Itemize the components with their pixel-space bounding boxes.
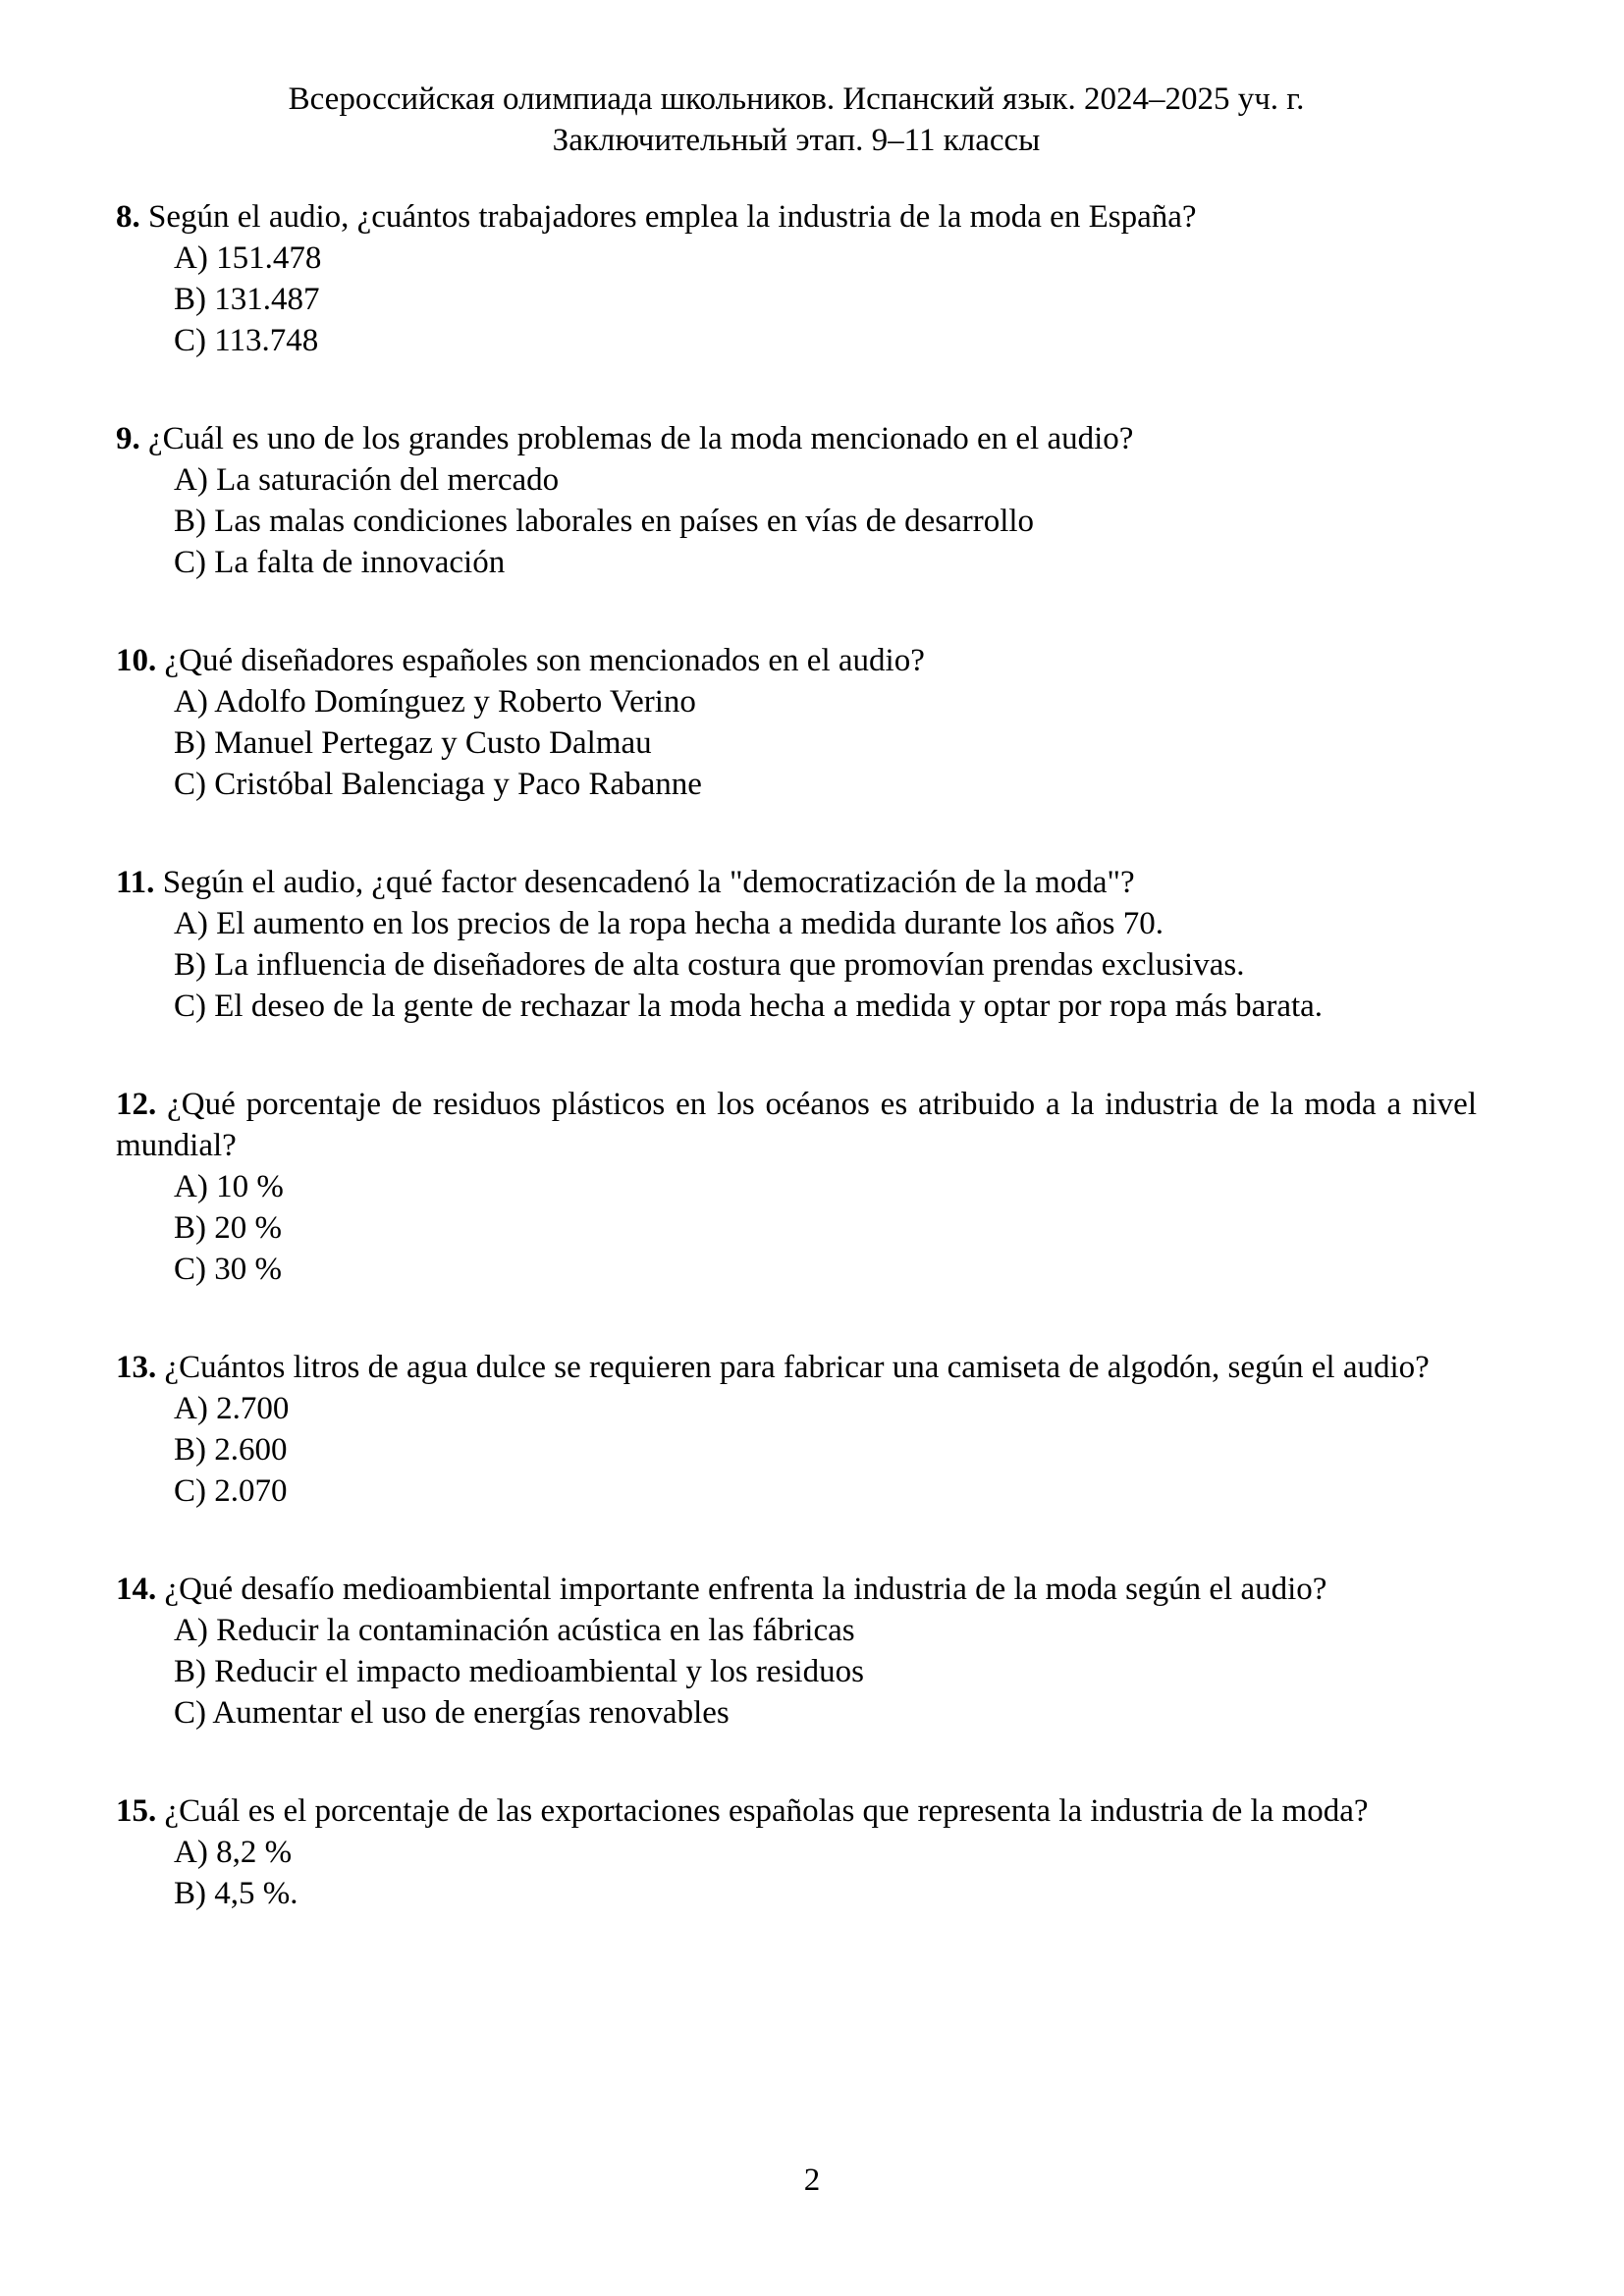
option-a: A) 10 % [174, 1169, 284, 1204]
question-body: ¿Cuál es uno de los grandes problemas de la moda mencionado en el audio? [148, 421, 1134, 456]
option-a: A) 151.478 [174, 240, 322, 276]
header-title-line1: Всероссийская олимпиада школьников. Испанский язык. 2024–2025 уч. г. [288, 81, 1305, 117]
question-body: Según el audio, ¿cuántos trabajadores emplea la industria de la moda en España? [148, 199, 1197, 235]
question-text [116, 196, 1477, 238]
question-number: 11. [116, 865, 155, 900]
question-body: ¿Cuántos litros de agua dulce se requieren para fabricar una camiseta de algodón, según el audio? [164, 1350, 1430, 1385]
question-number: 8. [116, 199, 140, 235]
option-b: B) 131.487 [174, 282, 320, 317]
option-b: B) 4,5 %. [174, 1876, 298, 1911]
question-10 [116, 640, 1477, 805]
option-b: B) Las malas condiciones laborales en países en vías de desarrollo [174, 504, 1035, 539]
option-c: C) 113.748 [174, 323, 319, 358]
question-text [116, 1084, 1477, 1166]
question-9 [116, 418, 1477, 583]
option-b: B) Reducir el impacto medioambiental y los residuos [174, 1654, 864, 1689]
option-b: B) La influencia de diseñadores de alta costura que promovían prendas exclusivas. [174, 947, 1245, 983]
question-12 [116, 1084, 1477, 1290]
question-15 [116, 1790, 1477, 1914]
option-a: A) La saturación del mercado [174, 462, 560, 498]
document-header [116, 79, 1477, 161]
question-text [116, 1569, 1477, 1610]
option-c: C) Cristóbal Balenciaga y Paco Rabanne [174, 767, 702, 802]
option-c: C) El deseo de la gente de rechazar la moda hecha a medida y optar por ropa más barata. [174, 988, 1324, 1024]
option-c: C) La falta de innovación [174, 545, 506, 580]
question-text [116, 418, 1477, 459]
question-number: 13. [116, 1350, 157, 1385]
question-number: 14. [116, 1572, 157, 1607]
option-a: A) Adolfo Domínguez y Roberto Verino [174, 684, 696, 720]
header-title-line2: Заключительный этап. 9–11 классы [552, 123, 1041, 158]
question-body: ¿Qué porcentaje de residuos plásticos en los océanos es atribuido a la industria de la moda a nivel mundial? [116, 1087, 1477, 1163]
question-13 [116, 1347, 1477, 1512]
question-text [116, 1347, 1477, 1388]
option-b: B) 2.600 [174, 1432, 288, 1468]
question-8 [116, 196, 1477, 361]
option-c: C) Aumentar el uso de energías renovables [174, 1695, 730, 1731]
option-b: B) 20 % [174, 1210, 282, 1246]
question-number: 9. [116, 421, 140, 456]
question-body: ¿Qué desafío medioambiental importante enfrenta la industria de la moda según el audio? [164, 1572, 1327, 1607]
option-a: A) El aumento en los precios de la ropa hecha a medida durante los años 70. [174, 906, 1164, 941]
question-text [116, 862, 1477, 903]
question-text [116, 640, 1477, 681]
option-c: C) 2.070 [174, 1473, 288, 1509]
page-number: 2 [803, 2163, 821, 2198]
question-number: 10. [116, 643, 157, 678]
option-a: A) 8,2 % [174, 1835, 293, 1870]
option-c: C) 30 % [174, 1252, 282, 1287]
option-a: A) Reducir la contaminación acústica en las fábricas [174, 1613, 855, 1648]
question-body: ¿Qué diseñadores españoles son mencionados en el audio? [164, 643, 925, 678]
option-a: A) 2.700 [174, 1391, 290, 1426]
question-11 [116, 862, 1477, 1027]
question-14 [116, 1569, 1477, 1734]
question-body: Según el audio, ¿qué factor desencadenó la "democratización de la moda"? [162, 865, 1135, 900]
question-number: 15. [116, 1793, 157, 1829]
question-body: ¿Cuál es el porcentaje de las exportaciones españolas que representa la industria de la moda? [164, 1793, 1369, 1829]
question-number: 12. [116, 1087, 157, 1122]
option-b: B) Manuel Pertegaz y Custo Dalmau [174, 725, 652, 761]
question-text [116, 1790, 1477, 1832]
